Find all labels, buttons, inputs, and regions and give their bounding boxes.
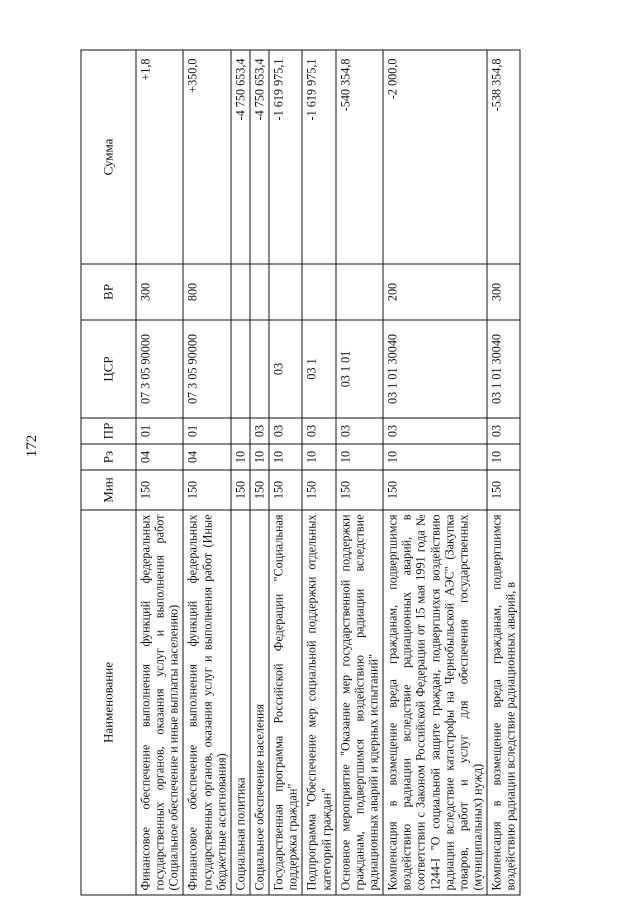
cell-vr — [335, 264, 382, 320]
cell-rz: 10 — [302, 444, 335, 470]
cell-csr: 07 3 05 90000 — [183, 320, 230, 418]
cell-rz: 10 — [269, 444, 302, 470]
header-min: Мин — [81, 470, 136, 510]
cell-min: 150 — [335, 470, 382, 510]
header-rz: Рз — [81, 444, 136, 470]
cell-rz: 10 — [383, 444, 487, 470]
header-row — [81, 50, 136, 895]
table-row — [230, 50, 249, 895]
cell-rz: 04 — [136, 444, 183, 470]
cell-sum: +350,0 — [183, 50, 230, 264]
cell-min: 150 — [183, 470, 230, 510]
cell-pr: 03 — [487, 418, 520, 444]
cell-sum: -2 000,0 — [383, 50, 487, 264]
cell-pr: 03 — [269, 418, 302, 444]
cell-csr — [249, 320, 268, 418]
cell-name: Компенсация в возмещение вреда гражданам, подвергшимся воздействию радиации вследствие радиационных аварий, в соответствии с Законом Российской Федерации от 15 мая 1991 года № 1244-I "О социальной защите граждан, подвергшихся воздействию радиации вследствие катастрофы на Чернобыльской АЭС" (Закупка товаров, работ и услуг для обеспечения государственных (муниципальных) нужд) — [383, 510, 487, 895]
cell-name: Компенсация в возмещение вреда гражданам, подвергшимся воздействию радиации вследствие радиационных аварий, в — [487, 510, 520, 895]
header-vr: ВР — [81, 264, 136, 320]
cell-sum: +1,8 — [136, 50, 183, 264]
table-row — [183, 50, 230, 895]
cell-vr: 300 — [487, 264, 520, 320]
cell-pr: 03 — [302, 418, 335, 444]
cell-pr: 01 — [136, 418, 183, 444]
header-pr: ПР — [81, 418, 136, 444]
header-name: Наименование — [81, 510, 136, 895]
cell-name: Финансовое обеспечение выполнения функций федеральных государственных органов, оказания услуг и выполнения работ (Социальное обеспечение и иные выплаты населению) — [136, 510, 183, 895]
table-row — [249, 50, 268, 895]
page-number: 172 — [24, 434, 40, 458]
cell-min: 150 — [249, 470, 268, 510]
cell-csr: 07 3 05 90000 — [136, 320, 183, 418]
cell-name: Социальное обеспечение населения — [249, 510, 268, 895]
cell-pr: 03 — [335, 418, 382, 444]
table-row — [269, 50, 302, 895]
header-csr: ЦСР — [81, 320, 136, 418]
cell-sum: -1 619 975,1 — [302, 50, 335, 264]
cell-vr: 300 — [136, 264, 183, 320]
cell-vr — [302, 264, 335, 320]
cell-sum: -4 750 653,4 — [249, 50, 268, 264]
cell-sum: -538 354,8 — [487, 50, 520, 264]
cell-vr: 200 — [383, 264, 487, 320]
cell-sum: -1 619 975,1 — [269, 50, 302, 264]
table-row — [335, 50, 382, 895]
cell-vr — [249, 264, 268, 320]
cell-csr — [230, 320, 249, 418]
cell-vr — [230, 264, 249, 320]
cell-vr — [269, 264, 302, 320]
cell-pr: 01 — [183, 418, 230, 444]
cell-csr: 03 — [269, 320, 302, 418]
header-sum: Сумма — [81, 50, 136, 264]
cell-sum: -4 750 653,4 — [230, 50, 249, 264]
cell-name: Государственная программа Российской Федерации "Социальная поддержка граждан" — [269, 510, 302, 895]
cell-name: Финансовое обеспечение выполнения функций федеральных государственных органов, оказания услуг и выполнения работ (Иные бюджетные ассигнования) — [183, 510, 230, 895]
cell-min: 150 — [230, 470, 249, 510]
cell-csr: 03 1 01 — [335, 320, 382, 418]
rotated-table-container — [80, 51, 610, 896]
table-row — [302, 50, 335, 895]
cell-rz: 04 — [183, 444, 230, 470]
cell-min: 150 — [487, 470, 520, 510]
cell-rz: 10 — [249, 444, 268, 470]
cell-pr — [230, 418, 249, 444]
cell-vr: 800 — [183, 264, 230, 320]
cell-rz: 10 — [487, 444, 520, 470]
cell-name: Подпрограмма "Обеспечение мер социальной поддержки отдельных категорий граждан" — [302, 510, 335, 895]
table-row — [136, 50, 183, 895]
cell-name: Основное мероприятие "Оказание мер государственной поддержки гражданам, подвергшимся воздействию радиации вследствие радиационных аварий и ядерных испытаний" — [335, 510, 382, 895]
cell-csr: 03 1 01 30040 — [383, 320, 487, 418]
cell-pr: 03 — [249, 418, 268, 444]
cell-pr: 03 — [383, 418, 487, 444]
cell-min: 150 — [383, 470, 487, 510]
cell-min: 150 — [269, 470, 302, 510]
cell-sum: -540 354,8 — [335, 50, 382, 264]
cell-csr: 03 1 — [302, 320, 335, 418]
cell-rz: 10 — [230, 444, 249, 470]
table-row — [487, 50, 520, 895]
cell-min: 150 — [302, 470, 335, 510]
cell-csr: 03 1 01 30040 — [487, 320, 520, 418]
cell-min: 150 — [136, 470, 183, 510]
budget-table — [80, 50, 520, 896]
cell-rz: 10 — [335, 444, 382, 470]
table-row — [383, 50, 487, 895]
cell-name: Социальная политика — [230, 510, 249, 895]
